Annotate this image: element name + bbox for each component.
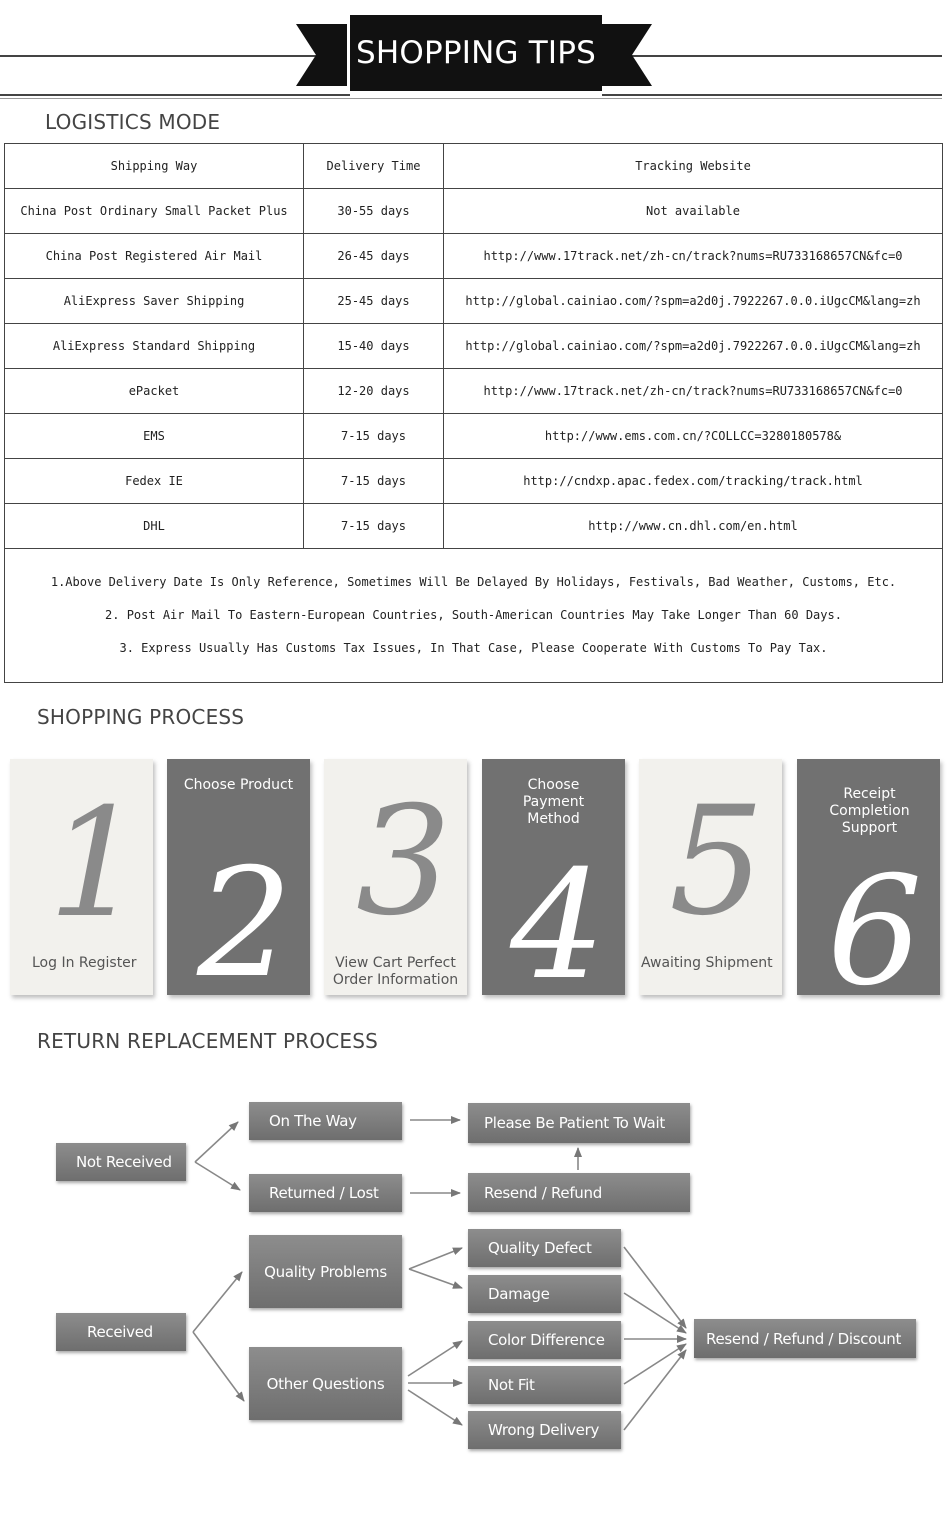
table-row xyxy=(5,504,943,549)
banner-ribbon xyxy=(296,10,652,96)
please-wait-box: Please Be Patient To Wait xyxy=(468,1103,690,1143)
delivery-time-cell: 25-45 days xyxy=(304,279,444,324)
not-received-box: Not Received xyxy=(56,1143,186,1181)
delivery-time-cell: 15-40 days xyxy=(304,324,444,369)
step-label: Log In Register xyxy=(32,955,137,971)
step-card-3 xyxy=(324,759,467,995)
delivery-time-cell: 7-15 days xyxy=(304,504,444,549)
step-number: 2 xyxy=(197,837,293,1011)
delivery-time-cell: 12-20 days xyxy=(304,369,444,414)
step-label: Awaiting Shipment xyxy=(641,955,773,971)
step-label: Choose Payment Method xyxy=(522,777,585,827)
step-number: 4 xyxy=(510,839,606,1013)
step-label: View Cart Perfect Order Information xyxy=(332,955,459,988)
step-number: 6 xyxy=(827,845,923,1019)
shipping-way-cell: Fedex IE xyxy=(5,459,304,504)
table-row xyxy=(5,414,943,459)
delivery-time-cell: 7-15 days xyxy=(304,414,444,459)
logistics-heading: LOGISTICS MODE xyxy=(45,110,221,134)
table-row xyxy=(5,279,943,324)
tracking-website-cell: http://www.cn.dhl.com/en.html xyxy=(444,504,943,549)
step-number: 3 xyxy=(356,775,452,949)
resend-refund-box: Resend / Refund xyxy=(468,1173,690,1212)
step-card-2 xyxy=(167,759,310,1011)
column-header-delivery-time: Delivery Time xyxy=(304,144,444,189)
color-difference-box: Color Difference xyxy=(468,1321,621,1359)
tracking-website-cell: http://www.17track.net/zh-cn/track?nums=RU733168657CN&fc=0 xyxy=(444,234,943,279)
return-process-heading: RETURN REPLACEMENT PROCESS xyxy=(37,1029,379,1053)
banner-title: SHOPPING TIPS xyxy=(350,15,602,91)
wrong-delivery-box: Wrong Delivery xyxy=(468,1411,621,1449)
step-card-1 xyxy=(10,759,153,995)
shipping-way-cell: ePacket xyxy=(5,369,304,414)
step-label: Receipt Completion Support xyxy=(829,786,910,836)
tracking-website-cell: http://global.cainiao.com/?spm=a2d0j.7922267.0.0.iUgcCM&lang=zh xyxy=(444,279,943,324)
received-box: Received xyxy=(56,1313,186,1351)
table-row xyxy=(5,234,943,279)
column-header-tracking-website: Tracking Website xyxy=(444,144,943,189)
shipping-way-cell: DHL xyxy=(5,504,304,549)
quality-problems-box: Quality Problems xyxy=(249,1235,402,1308)
table-header-row xyxy=(5,144,943,189)
step-number: 5 xyxy=(669,775,765,949)
note-line: 2. Post Air Mail To Eastern-European Countries, South-American Countries May Take Longer Than 60 Days. xyxy=(105,608,842,622)
tracking-website-cell: http://global.cainiao.com/?spm=a2d0j.7922267.0.0.iUgcCM&lang=zh xyxy=(444,324,943,369)
shipping-way-cell: AliExpress Saver Shipping xyxy=(5,279,304,324)
on-the-way-box: On The Way xyxy=(249,1102,402,1140)
notes-cell xyxy=(5,549,943,683)
step-card-5 xyxy=(639,759,782,995)
tracking-website-cell: http://www.ems.com.cn/?COLLCC=3280180578& xyxy=(444,414,943,459)
shipping-way-cell: EMS xyxy=(5,414,304,459)
logistics-table xyxy=(4,143,943,683)
step-label: Choose Product xyxy=(183,777,294,793)
not-fit-box: Not Fit xyxy=(468,1366,621,1404)
shipping-way-cell: China Post Registered Air Mail xyxy=(5,234,304,279)
table-row xyxy=(5,324,943,369)
step-number: 1 xyxy=(48,777,144,951)
shopping-process-heading: SHOPPING PROCESS xyxy=(37,705,245,729)
shipping-way-cell: AliExpress Standard Shipping xyxy=(5,324,304,369)
damage-box: Damage xyxy=(468,1275,621,1313)
step-card-6 xyxy=(797,759,940,1019)
note-line: 3. Express Usually Has Customs Tax Issues, In That Case, Please Cooperate With Customs To Pay Tax. xyxy=(119,641,828,655)
tracking-website-cell: http://www.17track.net/zh-cn/track?nums=RU733168657CN&fc=0 xyxy=(444,369,943,414)
tracking-website-cell: http://cndxp.apac.fedex.com/tracking/track.html xyxy=(444,459,943,504)
delivery-time-cell: 26-45 days xyxy=(304,234,444,279)
table-row xyxy=(5,459,943,504)
shipping-way-cell: China Post Ordinary Small Packet Plus xyxy=(5,189,304,234)
other-questions-box: Other Questions xyxy=(249,1347,402,1420)
banner-line-bottom-thin xyxy=(0,98,942,99)
note-line: 1.Above Delivery Date Is Only Reference, Sometimes Will Be Delayed By Holidays, Festivals, Bad Weather, Customs, Etc. xyxy=(50,575,897,589)
table-row xyxy=(5,369,943,414)
delivery-time-cell: 30-55 days xyxy=(304,189,444,234)
quality-defect-box: Quality Defect xyxy=(468,1229,621,1267)
final-outcome-box: Resend / Refund / Discount xyxy=(694,1319,916,1358)
column-header-shipping-way: Shipping Way xyxy=(5,144,304,189)
table-row xyxy=(5,189,943,234)
delivery-time-cell: 7-15 days xyxy=(304,459,444,504)
tracking-website-cell: Not available xyxy=(444,189,943,234)
step-card-4 xyxy=(482,759,625,1013)
returned-lost-box: Returned / Lost xyxy=(249,1174,402,1212)
notes-row xyxy=(5,549,943,683)
